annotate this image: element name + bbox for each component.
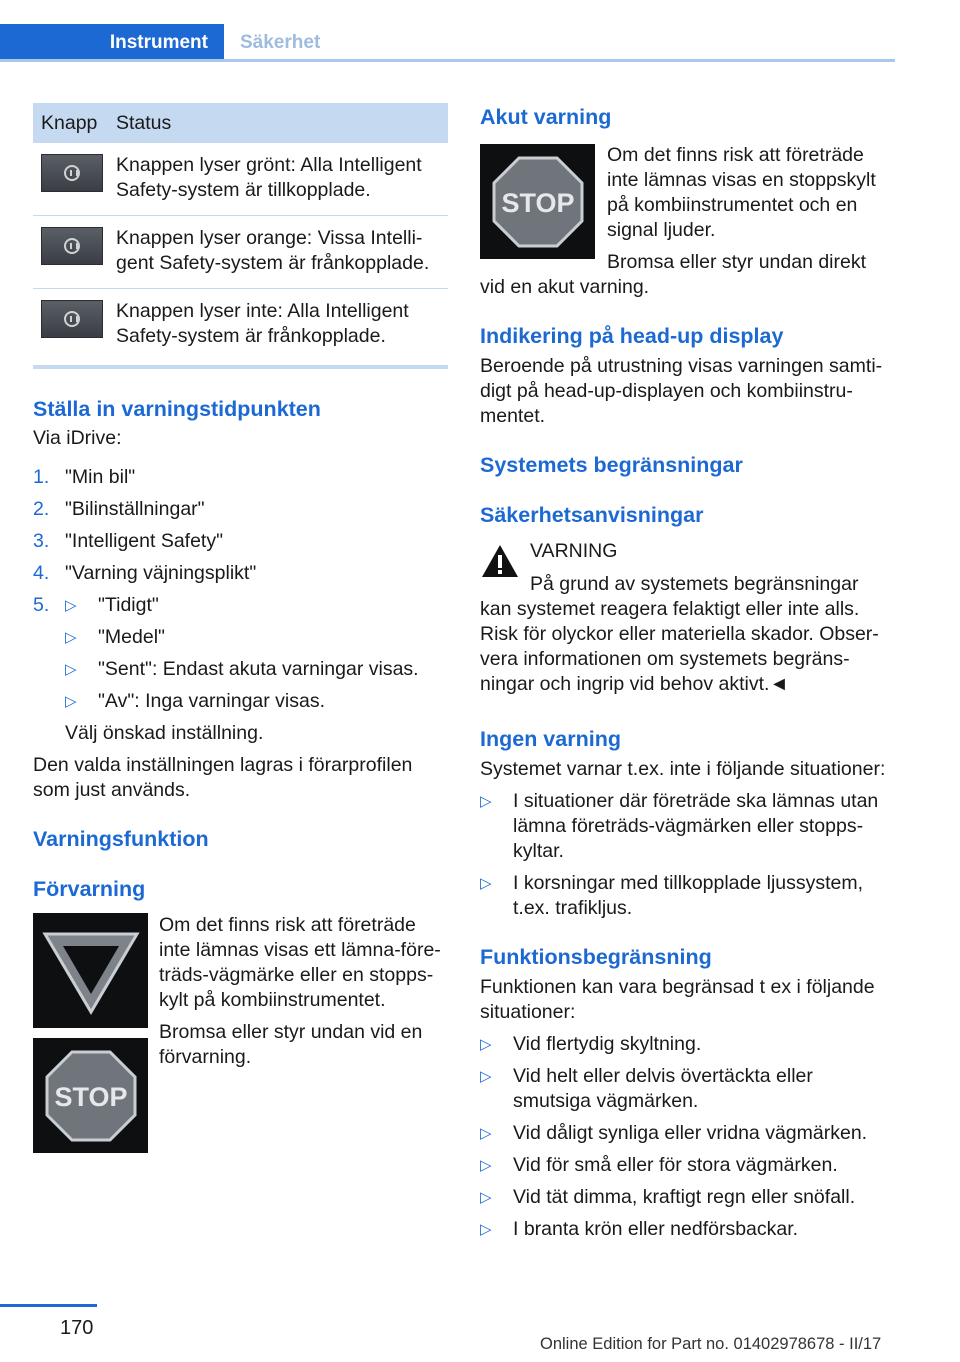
list-item xyxy=(480,789,895,864)
acute-heading: Akut varning xyxy=(480,105,612,129)
bullet-icon: ▷ xyxy=(480,1125,492,1142)
step-number: 3. xyxy=(33,530,50,552)
list-item xyxy=(480,1064,895,1114)
warning-triangle-icon xyxy=(480,543,520,579)
safety-button-image xyxy=(41,300,103,338)
list-item xyxy=(480,1217,895,1242)
function-limit-intro: Funktionen kan vara begränsad t ex i följande situationer: xyxy=(480,976,875,1023)
option-text: "Sent": Endast akuta varningar visas. xyxy=(98,658,419,680)
step-text: "Varning väjningsplikt" xyxy=(65,562,257,584)
list-item xyxy=(33,497,448,529)
pre-warning-text-2: Bromsa eller styr undan vid en förvarning. xyxy=(159,1021,423,1068)
page-number: 170 xyxy=(60,1317,94,1339)
bullet-icon: ▷ xyxy=(480,1221,492,1238)
tab-sakerhet[interactable]: Säkerhet xyxy=(240,32,321,53)
col-header-status: Status xyxy=(116,111,172,134)
warning-text-2: kan systemet reagera felaktigt eller inte alls. Risk för olyckor eller materiella skador. Obser-vera informationen om systemets begräns-ningar och ingrip vid behov aktivt.◄ xyxy=(480,598,879,695)
list-item xyxy=(33,465,448,497)
bullet-icon: ▷ xyxy=(480,793,492,810)
edition-note: Online Edition for Part no. 01402978678 - II/17 xyxy=(540,1335,882,1353)
header-rule xyxy=(0,59,895,62)
acute-block xyxy=(480,143,895,300)
list-item-text: I korsningar med tillkopplade ljussystem, t.ex. trafikljus. xyxy=(513,872,864,919)
status-cell: Knappen lyser grönt: Alla Intelligent Safety-system är tillkopplade. xyxy=(116,154,422,201)
list-item xyxy=(480,1121,895,1146)
list-item-text: Vid för små eller för stora vägmärken. xyxy=(513,1154,838,1176)
stop-sign-image xyxy=(33,1038,148,1153)
yield-icon xyxy=(41,926,141,1016)
status-cell: Knappen lyser orange: Vissa Intelli-gent Safety-system är frånkopplade. xyxy=(116,227,430,274)
settings-heading: Ställa in varningstidpunkten xyxy=(33,397,321,421)
list-item xyxy=(33,529,448,561)
col-header-button: Knapp xyxy=(41,111,98,134)
yield-sign-image xyxy=(33,913,148,1028)
step-number: 4. xyxy=(33,562,50,584)
step-text: "Intelligent Safety" xyxy=(65,530,224,552)
step-number: 1. xyxy=(33,466,50,488)
list-item-text: Vid flertydig skyltning. xyxy=(513,1033,702,1055)
select-note: Välj önskad inställning. xyxy=(65,722,264,744)
bullet-icon: ▷ xyxy=(480,1068,492,1085)
list-item xyxy=(480,1153,895,1178)
list-item-text: Vid helt eller delvis övertäckta eller smutsiga vägmärken. xyxy=(513,1065,813,1112)
bullet-icon: ▷ xyxy=(65,597,77,614)
acute-text: Om det finns risk att företräde inte lämnas visas en stoppskylt på kombiinstrumentet och en signal ljuder. xyxy=(607,144,876,241)
list-item-text: Vid dåligt synliga eller vridna vägmärken. xyxy=(513,1122,868,1144)
right-column xyxy=(480,103,895,1242)
footer-rule xyxy=(0,1304,97,1307)
hud-text: Beroende på utrustning visas varningen samti-digt på head-up-displayen och kombiinstru-mentet. xyxy=(480,355,883,427)
pre-warning-heading: Förvarning xyxy=(33,877,146,901)
safety-button-image xyxy=(41,227,103,265)
safety-button-image xyxy=(41,154,103,192)
saved-note: Den valda inställningen lagras i förarprofilen som just används. xyxy=(33,754,413,801)
no-warning-heading: Ingen varning xyxy=(480,727,621,751)
settings-intro: Via iDrive: xyxy=(33,427,122,449)
list-item-text: I branta krön eller nedförsbackar. xyxy=(513,1218,799,1240)
no-warning-intro: Systemet varnar t.ex. inte i följande situationer: xyxy=(480,758,886,780)
pre-warning-block xyxy=(33,913,448,1153)
list-item xyxy=(480,1032,895,1057)
bullet-icon: ▷ xyxy=(65,629,77,646)
function-limit-heading: Funktionsbegränsning xyxy=(480,945,712,969)
limits-heading: Systemets begränsningar xyxy=(480,453,743,477)
bullet-icon: ▷ xyxy=(480,1157,492,1174)
warning-text: På grund av systemets begränsningar xyxy=(530,573,859,595)
bullet-icon: ▷ xyxy=(480,1189,492,1206)
list-item xyxy=(480,871,895,921)
pre-warning-text: Om det finns risk att företräde inte lämnas visas ett lämna-före-träds-vägmärke eller en stopps-kylt på kombiinstrumentet. xyxy=(159,914,441,1011)
step-text: "Min bil" xyxy=(65,466,136,488)
warning-block xyxy=(480,539,895,697)
option-text: "Av": Inga varningar visas. xyxy=(98,690,326,712)
button-status-table xyxy=(33,103,448,369)
list-item xyxy=(480,1185,895,1210)
bullet-icon: ▷ xyxy=(480,875,492,892)
list-item-text: Vid tät dimma, kraftigt regn eller snöfall. xyxy=(513,1186,856,1208)
table-row xyxy=(33,143,448,216)
stop-icon xyxy=(45,1050,137,1142)
table-header xyxy=(33,103,448,143)
hud-heading: Indikering på head-up display xyxy=(480,324,784,348)
status-cell: Knappen lyser inte: Alla Intelligent Safety-system är frånkopplade. xyxy=(116,300,409,347)
bullet-icon: ▷ xyxy=(480,1036,492,1053)
option-text: "Medel" xyxy=(98,626,165,648)
safety-heading: Säkerhetsanvisningar xyxy=(480,503,704,527)
acute-text-2: Bromsa eller styr undan direkt vid en akut varning. xyxy=(480,251,867,298)
tab-instrument[interactable]: Instrument xyxy=(0,24,224,62)
settings-steps xyxy=(33,465,448,721)
step-number: 5. xyxy=(33,594,50,616)
bullet-icon: ▷ xyxy=(65,693,77,710)
list-item xyxy=(33,625,448,657)
function-limit-list xyxy=(480,1032,895,1242)
list-item-text: I situationer där företräde ska lämnas utan lämna företräds-vägmärken eller stopps-kyltar. xyxy=(513,790,879,862)
stop-icon xyxy=(492,156,584,248)
safety-icon xyxy=(64,238,80,254)
warning-function-heading: Varningsfunktion xyxy=(33,827,209,851)
left-column xyxy=(33,103,448,1153)
step-text: "Bilinställningar" xyxy=(65,498,205,520)
list-item xyxy=(33,657,448,689)
list-item xyxy=(33,593,448,625)
list-item xyxy=(33,561,448,593)
step-number: 2. xyxy=(33,498,50,520)
warning-label: VARNING xyxy=(530,540,618,562)
page-header xyxy=(0,0,895,62)
list-item xyxy=(33,689,448,721)
safety-icon xyxy=(64,165,80,181)
bullet-icon: ▷ xyxy=(65,661,77,678)
option-text: "Tidigt" xyxy=(98,594,159,616)
no-warning-list xyxy=(480,789,895,921)
stop-sign-text: STOP xyxy=(53,1081,128,1112)
table-row xyxy=(33,289,448,369)
safety-icon xyxy=(64,311,80,327)
stop-sign-text: STOP xyxy=(500,187,575,218)
table-row xyxy=(33,216,448,289)
stop-sign-image xyxy=(480,144,595,259)
